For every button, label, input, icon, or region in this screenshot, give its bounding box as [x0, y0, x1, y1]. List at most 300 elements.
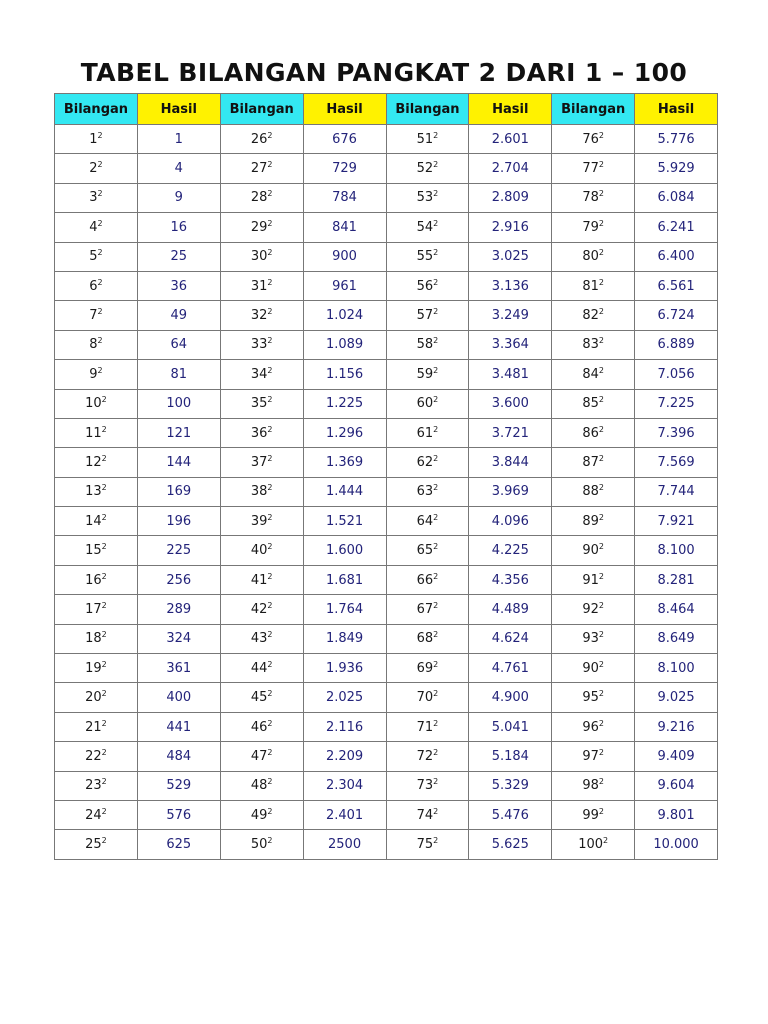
cell-bilangan: [220, 154, 303, 183]
cell-hasil: 9.216: [635, 712, 718, 741]
cell-hasil: 3.600: [469, 389, 552, 418]
exponent: 2: [433, 130, 439, 140]
base-number: 58: [416, 337, 434, 353]
base-number: 90: [582, 660, 599, 676]
exponent: 2: [433, 160, 439, 170]
cell-hasil: 3.969: [469, 477, 552, 506]
cell-bilangan: [55, 742, 138, 771]
cell-bilangan: [55, 800, 138, 829]
exponent: 2: [267, 777, 273, 787]
cell-hasil: 2.809: [469, 183, 552, 212]
exponent: 2: [101, 571, 107, 581]
cell-hasil: 8.649: [635, 624, 718, 653]
base-number: 83: [582, 337, 599, 353]
cell-bilangan: [55, 301, 138, 330]
cell-bilangan: [386, 330, 469, 359]
cell-bilangan: [220, 330, 303, 359]
exponent: 2: [433, 836, 439, 846]
cell-hasil: 529: [137, 771, 220, 800]
exponent: 2: [267, 542, 273, 552]
cell-hasil: 9.604: [635, 771, 718, 800]
exponent: 2: [101, 600, 107, 610]
table-row: [55, 154, 718, 183]
cell-bilangan: [55, 360, 138, 389]
base-number: 57: [416, 308, 434, 324]
base-number: 84: [582, 366, 599, 382]
base-number: 56: [416, 278, 434, 294]
base-number: 46: [250, 719, 268, 735]
cell-hasil: 9: [137, 183, 220, 212]
cell-hasil: 1.600: [303, 536, 386, 565]
cell-bilangan: [220, 536, 303, 565]
table-row: [55, 654, 718, 683]
cell-bilangan: [55, 242, 138, 271]
base-number: 28: [250, 190, 268, 206]
cell-hasil: 5.929: [635, 154, 718, 183]
exponent: 2: [267, 277, 273, 287]
base-number: 75: [416, 837, 434, 853]
base-number: 13: [85, 484, 102, 500]
exponent: 2: [598, 806, 604, 816]
exponent: 2: [433, 542, 439, 552]
base-number: 9: [89, 366, 98, 382]
base-number: 17: [85, 601, 102, 617]
exponent: 2: [598, 307, 604, 317]
exponent: 2: [603, 836, 609, 846]
cell-hasil: 2.209: [303, 742, 386, 771]
cell-bilangan: [552, 154, 635, 183]
cell-hasil: 4.096: [469, 507, 552, 536]
squares-table: [54, 93, 718, 860]
base-number: 54: [416, 219, 434, 235]
exponent: 2: [433, 512, 439, 522]
base-number: 70: [416, 690, 434, 706]
exponent: 2: [97, 336, 103, 346]
cell-bilangan: [386, 800, 469, 829]
cell-hasil: 5.329: [469, 771, 552, 800]
cell-hasil: 3.364: [469, 330, 552, 359]
cell-bilangan: [220, 507, 303, 536]
exponent: 2: [598, 365, 604, 375]
base-number: 4: [89, 219, 98, 235]
exponent: 2: [267, 189, 273, 199]
cell-hasil: 3.721: [469, 418, 552, 447]
cell-hasil: 49: [137, 301, 220, 330]
cell-bilangan: [552, 271, 635, 300]
base-number: 44: [250, 660, 268, 676]
base-number: 16: [85, 572, 102, 588]
exponent: 2: [433, 365, 439, 375]
cell-bilangan: [220, 830, 303, 859]
base-number: 35: [250, 396, 268, 412]
exponent: 2: [433, 453, 439, 463]
cell-hasil: 4.225: [469, 536, 552, 565]
base-number: 79: [582, 219, 599, 235]
cell-hasil: 961: [303, 271, 386, 300]
cell-hasil: 6.889: [635, 330, 718, 359]
cell-bilangan: [55, 771, 138, 800]
cell-bilangan: [55, 830, 138, 859]
base-number: 30: [250, 249, 268, 265]
cell-hasil: 2.916: [469, 213, 552, 242]
cell-bilangan: [220, 213, 303, 242]
table-row: [55, 360, 718, 389]
squares-table-container: [54, 93, 717, 860]
base-number: 62: [416, 454, 434, 470]
cell-hasil: 6.561: [635, 271, 718, 300]
cell-bilangan: [552, 448, 635, 477]
exponent: 2: [433, 806, 439, 816]
base-number: 32: [250, 308, 268, 324]
base-number: 5: [89, 249, 98, 265]
cell-hasil: 2.116: [303, 712, 386, 741]
exponent: 2: [267, 365, 273, 375]
cell-bilangan: [552, 742, 635, 771]
cell-hasil: 900: [303, 242, 386, 271]
table-row: [55, 448, 718, 477]
table-row: [55, 595, 718, 624]
table-row: [55, 271, 718, 300]
cell-bilangan: [220, 301, 303, 330]
cell-bilangan: [386, 389, 469, 418]
exponent: 2: [97, 160, 103, 170]
exponent: 2: [598, 453, 604, 463]
cell-bilangan: [552, 418, 635, 447]
table-row: [55, 477, 718, 506]
base-number: 81: [582, 278, 599, 294]
exponent: 2: [598, 277, 604, 287]
table-row: [55, 683, 718, 712]
cell-bilangan: [220, 771, 303, 800]
base-number: 96: [582, 719, 599, 735]
cell-bilangan: [552, 536, 635, 565]
exponent: 2: [433, 483, 439, 493]
cell-bilangan: [552, 360, 635, 389]
base-number: 97: [582, 748, 599, 764]
exponent: 2: [101, 542, 107, 552]
exponent: 2: [97, 365, 103, 375]
base-number: 45: [250, 690, 268, 706]
exponent: 2: [598, 424, 604, 434]
table-row: [55, 418, 718, 447]
base-number: 59: [416, 366, 434, 382]
base-number: 53: [416, 190, 434, 206]
header-hasil: Hasil: [303, 94, 386, 125]
base-number: 88: [582, 484, 599, 500]
base-number: 67: [416, 601, 434, 617]
exponent: 2: [97, 218, 103, 228]
exponent: 2: [598, 689, 604, 699]
base-number: 10: [85, 396, 102, 412]
cell-bilangan: [220, 712, 303, 741]
cell-hasil: 3.025: [469, 242, 552, 271]
base-number: 77: [582, 161, 599, 177]
exponent: 2: [598, 336, 604, 346]
exponent: 2: [433, 248, 439, 258]
base-number: 14: [85, 513, 102, 529]
exponent: 2: [267, 836, 273, 846]
base-number: 3: [89, 190, 98, 206]
cell-hasil: 256: [137, 565, 220, 594]
base-number: 11: [85, 425, 102, 441]
cell-hasil: 81: [137, 360, 220, 389]
cell-hasil: 4.900: [469, 683, 552, 712]
cell-bilangan: [220, 183, 303, 212]
exponent: 2: [267, 424, 273, 434]
exponent: 2: [97, 248, 103, 258]
exponent: 2: [101, 483, 107, 493]
table-row: [55, 742, 718, 771]
exponent: 2: [267, 571, 273, 581]
exponent: 2: [101, 689, 107, 699]
exponent: 2: [598, 747, 604, 757]
base-number: 74: [416, 807, 434, 823]
cell-bilangan: [386, 536, 469, 565]
cell-bilangan: [220, 654, 303, 683]
cell-hasil: 4: [137, 154, 220, 183]
cell-hasil: 9.801: [635, 800, 718, 829]
exponent: 2: [101, 512, 107, 522]
cell-bilangan: [55, 565, 138, 594]
table-row: [55, 536, 718, 565]
cell-bilangan: [552, 507, 635, 536]
cell-hasil: 484: [137, 742, 220, 771]
cell-bilangan: [552, 565, 635, 594]
cell-bilangan: [55, 477, 138, 506]
cell-bilangan: [552, 654, 635, 683]
cell-hasil: 225: [137, 536, 220, 565]
cell-bilangan: [386, 418, 469, 447]
cell-hasil: 144: [137, 448, 220, 477]
cell-hasil: 169: [137, 477, 220, 506]
base-number: 68: [416, 631, 434, 647]
table-row: [55, 213, 718, 242]
exponent: 2: [598, 512, 604, 522]
cell-bilangan: [220, 360, 303, 389]
base-number: 60: [416, 396, 434, 412]
cell-hasil: 5.776: [635, 125, 718, 154]
cell-hasil: 7.225: [635, 389, 718, 418]
cell-hasil: 6.241: [635, 213, 718, 242]
base-number: 25: [85, 837, 102, 853]
cell-bilangan: [55, 683, 138, 712]
cell-bilangan: [552, 830, 635, 859]
base-number: 95: [582, 690, 599, 706]
base-number: 64: [416, 513, 434, 529]
cell-bilangan: [55, 125, 138, 154]
exponent: 2: [433, 600, 439, 610]
base-number: 33: [250, 337, 268, 353]
cell-bilangan: [55, 271, 138, 300]
base-number: 20: [85, 690, 102, 706]
cell-bilangan: [386, 213, 469, 242]
exponent: 2: [101, 424, 107, 434]
cell-hasil: 4.624: [469, 624, 552, 653]
table-row: [55, 771, 718, 800]
exponent: 2: [267, 718, 273, 728]
base-number: 66: [416, 572, 434, 588]
table-row: [55, 125, 718, 154]
header-hasil: Hasil: [469, 94, 552, 125]
table-body: [55, 125, 718, 860]
cell-hasil: 625: [137, 830, 220, 859]
exponent: 2: [433, 336, 439, 346]
exponent: 2: [101, 747, 107, 757]
exponent: 2: [433, 747, 439, 757]
cell-bilangan: [55, 712, 138, 741]
cell-hasil: 7.921: [635, 507, 718, 536]
cell-hasil: 2.601: [469, 125, 552, 154]
base-number: 61: [416, 425, 434, 441]
cell-hasil: 2500: [303, 830, 386, 859]
cell-bilangan: [386, 771, 469, 800]
cell-hasil: 7.744: [635, 477, 718, 506]
table-row: [55, 242, 718, 271]
cell-bilangan: [552, 213, 635, 242]
base-number: 49: [250, 807, 268, 823]
base-number: 8: [89, 337, 98, 353]
base-number: 92: [582, 601, 599, 617]
cell-bilangan: [386, 125, 469, 154]
exponent: 2: [598, 542, 604, 552]
cell-bilangan: [552, 301, 635, 330]
base-number: 39: [250, 513, 268, 529]
base-number: 82: [582, 308, 599, 324]
exponent: 2: [267, 130, 273, 140]
exponent: 2: [433, 189, 439, 199]
page-title: TABEL BILANGAN PANGKAT 2 DARI 1 – 100: [80, 58, 688, 87]
cell-bilangan: [220, 125, 303, 154]
base-number: 22: [85, 748, 102, 764]
header-hasil: Hasil: [635, 94, 718, 125]
table-row: [55, 301, 718, 330]
table-row: [55, 183, 718, 212]
cell-bilangan: [220, 683, 303, 712]
exponent: 2: [598, 160, 604, 170]
cell-bilangan: [552, 800, 635, 829]
table-row: [55, 389, 718, 418]
cell-hasil: 36: [137, 271, 220, 300]
cell-bilangan: [552, 683, 635, 712]
cell-hasil: 4.489: [469, 595, 552, 624]
exponent: 2: [97, 277, 103, 287]
header-hasil: Hasil: [137, 94, 220, 125]
base-number: 69: [416, 660, 434, 676]
base-number: 65: [416, 543, 434, 559]
cell-bilangan: [386, 507, 469, 536]
cell-bilangan: [220, 271, 303, 300]
cell-hasil: 1.681: [303, 565, 386, 594]
base-number: 98: [582, 778, 599, 794]
cell-hasil: 196: [137, 507, 220, 536]
exponent: 2: [598, 189, 604, 199]
cell-bilangan: [386, 477, 469, 506]
cell-hasil: 441: [137, 712, 220, 741]
cell-hasil: 3.136: [469, 271, 552, 300]
exponent: 2: [267, 630, 273, 640]
cell-bilangan: [386, 183, 469, 212]
cell-bilangan: [552, 242, 635, 271]
base-number: 91: [582, 572, 599, 588]
header-bilangan: Bilangan: [552, 94, 635, 125]
exponent: 2: [433, 424, 439, 434]
cell-bilangan: [55, 183, 138, 212]
cell-bilangan: [220, 595, 303, 624]
base-number: 36: [250, 425, 268, 441]
exponent: 2: [598, 218, 604, 228]
cell-bilangan: [55, 595, 138, 624]
exponent: 2: [433, 630, 439, 640]
cell-bilangan: [386, 742, 469, 771]
cell-hasil: 25: [137, 242, 220, 271]
table-row: [55, 507, 718, 536]
cell-bilangan: [220, 418, 303, 447]
cell-hasil: 8.464: [635, 595, 718, 624]
exponent: 2: [101, 836, 107, 846]
cell-hasil: 5.625: [469, 830, 552, 859]
cell-bilangan: [386, 154, 469, 183]
cell-hasil: 10.000: [635, 830, 718, 859]
cell-hasil: 8.281: [635, 565, 718, 594]
exponent: 2: [598, 718, 604, 728]
cell-bilangan: [552, 595, 635, 624]
base-number: 19: [85, 660, 102, 676]
cell-hasil: 729: [303, 154, 386, 183]
base-number: 2: [89, 161, 98, 177]
cell-hasil: 2.401: [303, 800, 386, 829]
cell-hasil: 676: [303, 125, 386, 154]
base-number: 41: [250, 572, 268, 588]
cell-hasil: 1.156: [303, 360, 386, 389]
cell-bilangan: [220, 477, 303, 506]
base-number: 90: [582, 543, 599, 559]
cell-hasil: 5.041: [469, 712, 552, 741]
cell-bilangan: [386, 448, 469, 477]
cell-hasil: 2.304: [303, 771, 386, 800]
cell-hasil: 1.444: [303, 477, 386, 506]
base-number: 23: [85, 778, 102, 794]
exponent: 2: [267, 248, 273, 258]
cell-bilangan: [386, 271, 469, 300]
cell-hasil: 1.849: [303, 624, 386, 653]
exponent: 2: [433, 395, 439, 405]
cell-bilangan: [55, 154, 138, 183]
cell-hasil: 2.704: [469, 154, 552, 183]
cell-bilangan: [220, 565, 303, 594]
exponent: 2: [433, 718, 439, 728]
cell-bilangan: [386, 242, 469, 271]
base-number: 86: [582, 425, 599, 441]
cell-bilangan: [220, 624, 303, 653]
cell-hasil: 576: [137, 800, 220, 829]
base-number: 38: [250, 484, 268, 500]
cell-bilangan: [55, 654, 138, 683]
cell-bilangan: [220, 242, 303, 271]
cell-hasil: 1.296: [303, 418, 386, 447]
base-number: 63: [416, 484, 434, 500]
base-number: 29: [250, 219, 268, 235]
base-number: 26: [250, 131, 268, 147]
exponent: 2: [267, 483, 273, 493]
cell-hasil: 1.024: [303, 301, 386, 330]
base-number: 6: [89, 278, 98, 294]
cell-hasil: 6.724: [635, 301, 718, 330]
cell-bilangan: [386, 830, 469, 859]
cell-bilangan: [552, 125, 635, 154]
exponent: 2: [598, 630, 604, 640]
base-number: 37: [250, 454, 268, 470]
exponent: 2: [433, 307, 439, 317]
